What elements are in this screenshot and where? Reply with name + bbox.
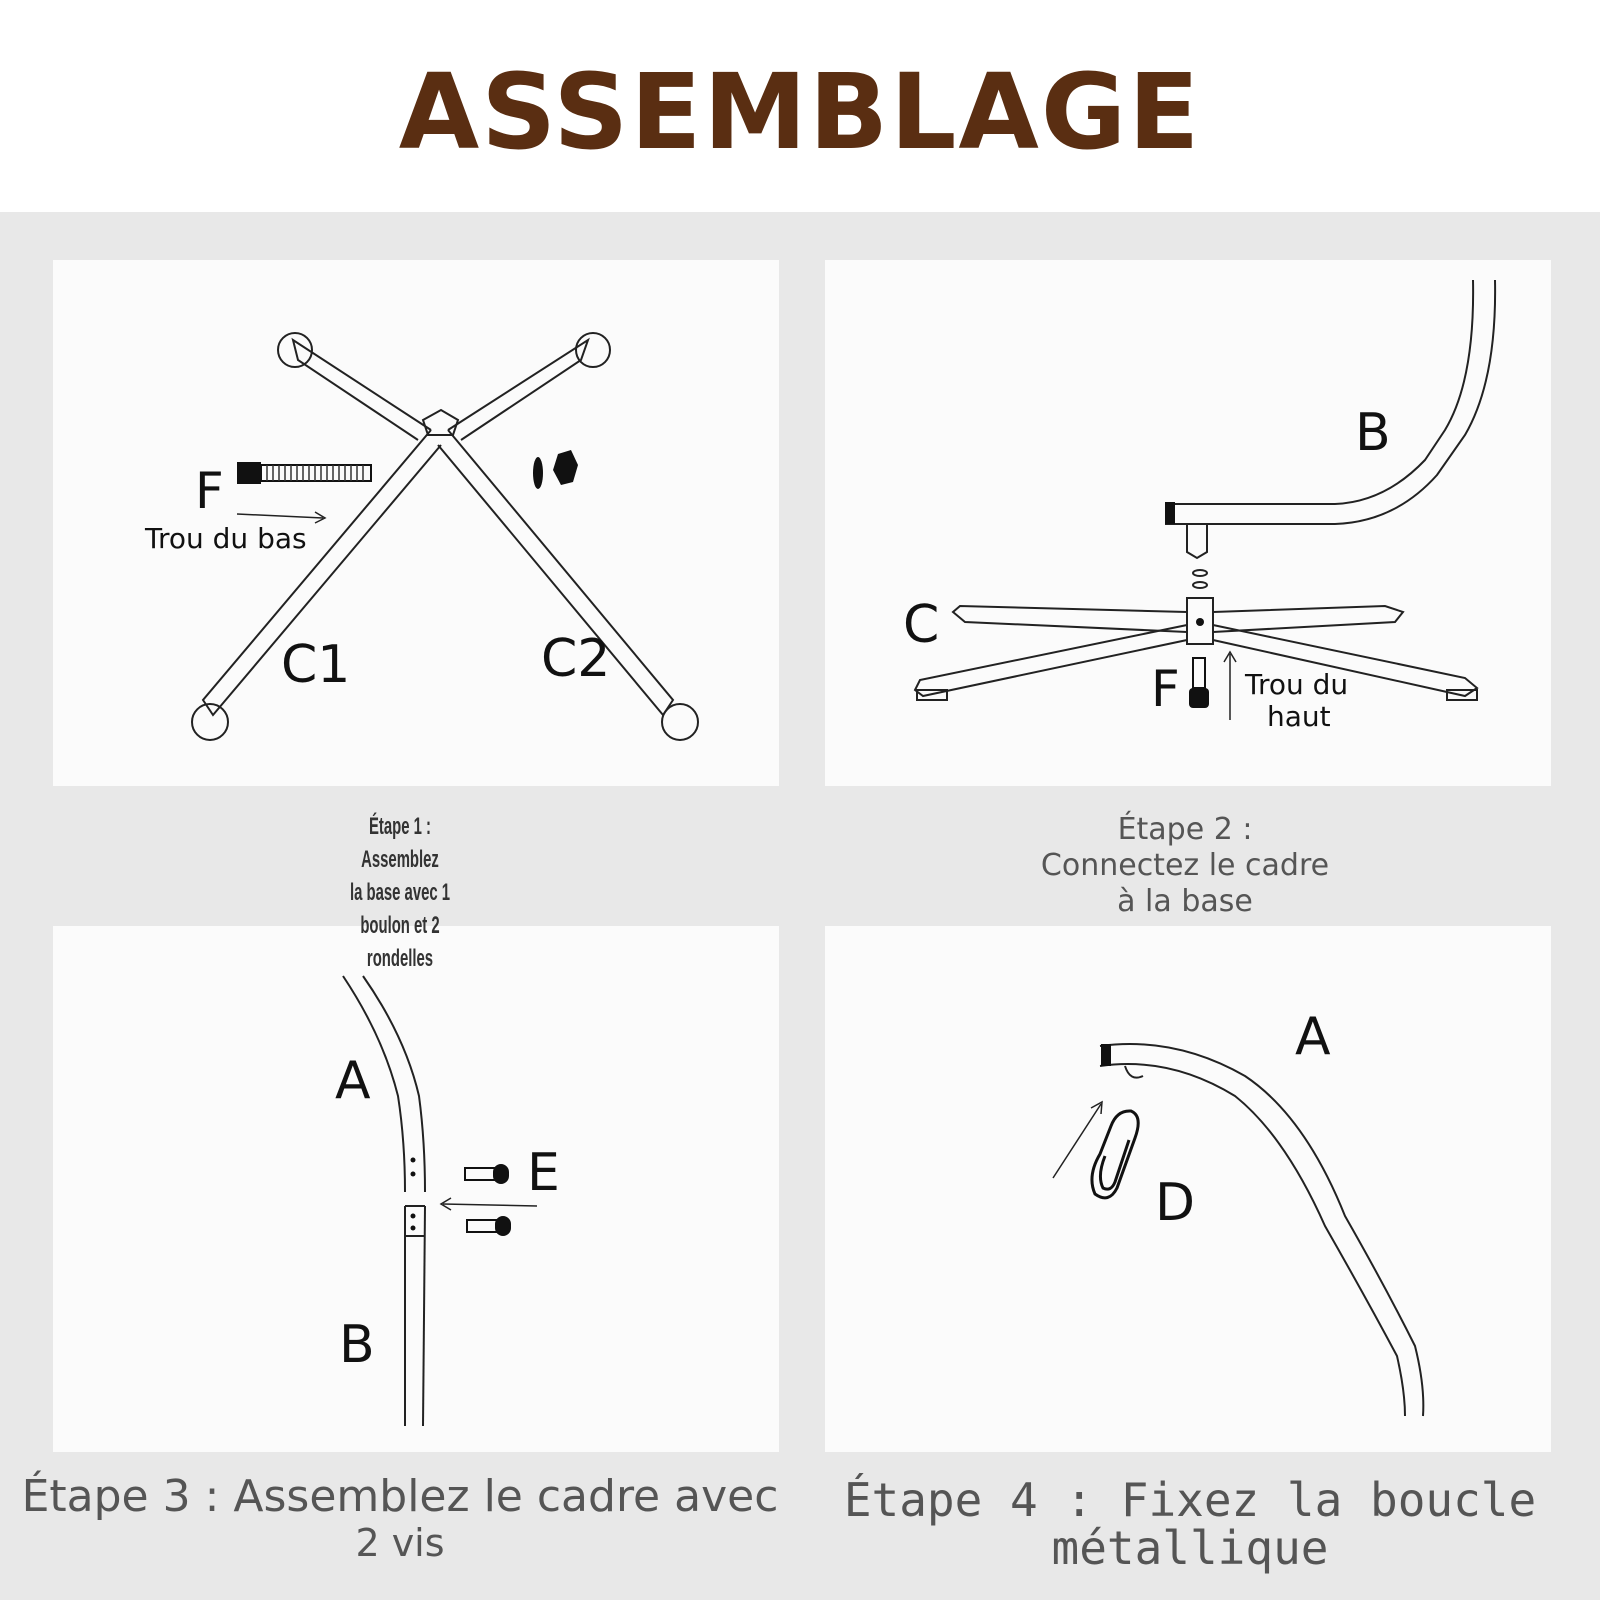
step3-diagram xyxy=(53,926,779,1452)
page-title: ASSEMBLAGE xyxy=(398,51,1202,173)
step4-caption xyxy=(800,1473,1580,1575)
label-hole-line1: Trou du xyxy=(1245,668,1349,701)
label-a: A xyxy=(335,1051,371,1111)
step1-diagram xyxy=(53,260,779,786)
screw-icon xyxy=(467,1216,511,1236)
bolt-shaft-icon xyxy=(1193,658,1205,688)
label-a: A xyxy=(1295,1007,1331,1067)
label-hole: Trou du bas xyxy=(145,522,307,555)
bolt-head-icon xyxy=(237,462,261,484)
step2-caption-line: Connectez le cadre xyxy=(1040,848,1330,883)
step1-caption-line: la base avec 1 xyxy=(349,879,451,906)
carabiner-icon xyxy=(1092,1111,1138,1198)
label-f: F xyxy=(1151,660,1180,718)
label-b: B xyxy=(339,1315,375,1375)
step4-diagram xyxy=(825,926,1551,1452)
step3-caption-main: Étape 3 : Assemblez le cadre avec xyxy=(21,1471,779,1522)
step1-caption-line: boulon et 2 rondelles xyxy=(360,912,440,972)
bolt-shaft-icon xyxy=(261,465,371,481)
bolt-head-icon xyxy=(1189,688,1209,708)
label-c: C xyxy=(903,595,940,655)
label-e: E xyxy=(527,1143,560,1203)
label-f: F xyxy=(195,462,224,520)
washer-icon xyxy=(533,457,543,489)
step1-drawing xyxy=(53,260,779,786)
label-hole-line2: haut xyxy=(1267,700,1331,733)
step2-diagram xyxy=(825,260,1551,786)
step2-caption-line: à la base xyxy=(1117,884,1253,919)
step3-caption-sub: 2 vis xyxy=(355,1521,445,1565)
label-c2: C2 xyxy=(541,629,611,689)
step4-drawing xyxy=(825,926,1551,1452)
step2-drawing xyxy=(825,260,1551,786)
label-b: B xyxy=(1355,403,1391,463)
step1-caption xyxy=(338,810,462,975)
nut-icon xyxy=(553,450,578,485)
header xyxy=(0,0,1600,212)
step4-caption-line: métallique xyxy=(1051,1521,1329,1575)
step2-caption-line: Étape 2 : xyxy=(1117,812,1253,847)
screw-icon xyxy=(465,1164,509,1184)
step3-drawing xyxy=(53,926,779,1452)
step3-caption xyxy=(20,1471,780,1566)
step2-caption xyxy=(1000,812,1370,920)
label-d: D xyxy=(1155,1173,1196,1233)
label-c1: C1 xyxy=(281,635,351,695)
step4-caption-line: Étape 4 : Fixez la boucle xyxy=(843,1473,1537,1527)
step1-caption-line: Étape 1 : Assemblez xyxy=(361,813,439,873)
